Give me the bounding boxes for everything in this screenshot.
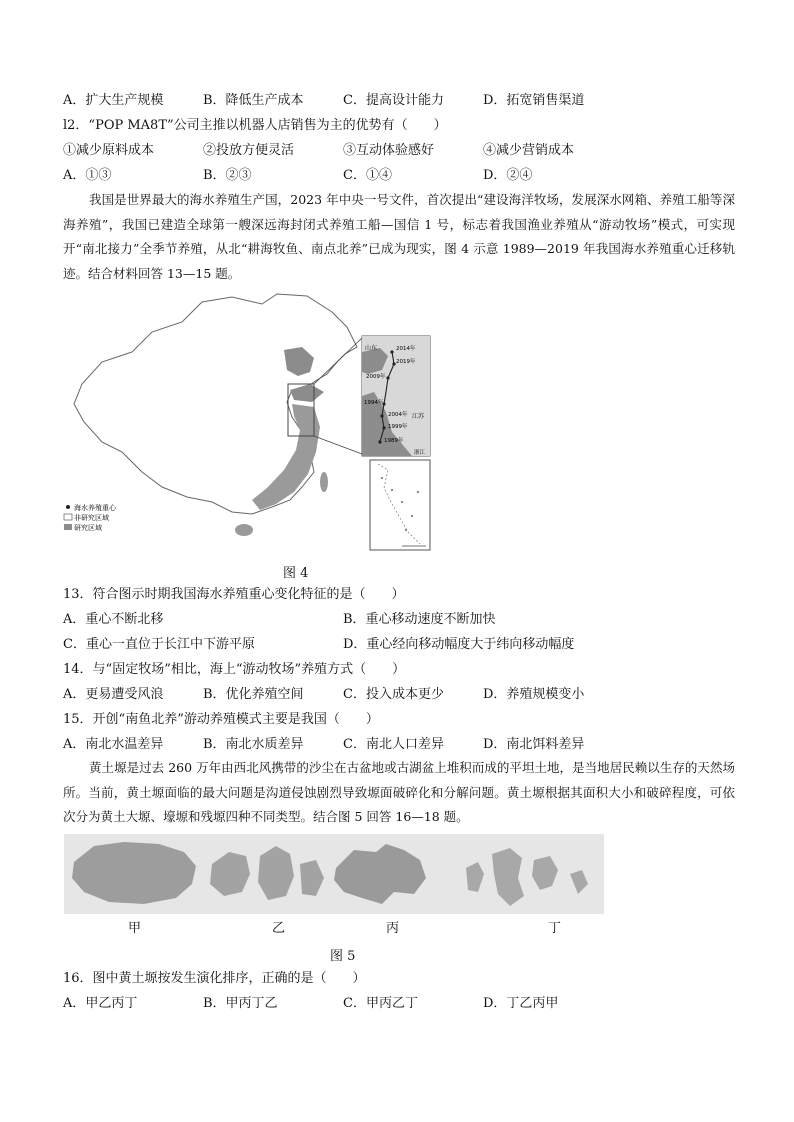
q12-option-d: D．②④ [483, 168, 533, 183]
q13-stem: 13．符合图示时期我国海水养殖重心变化特征的是（ ） [63, 587, 405, 602]
q13-option-a: A．重心不断北移 [63, 612, 164, 627]
q12-option-b: B．②③ [203, 168, 252, 183]
label-zhejiang: 浙江 [414, 450, 426, 456]
q12-option-a: A．①③ [63, 168, 112, 183]
label-jiangsu: 江苏 [412, 413, 425, 420]
q14-option-d: D．养殖规模变小 [483, 687, 585, 702]
year-2019: 2019年 [396, 359, 416, 365]
label-shandong: 山东 [365, 345, 378, 352]
loess-tableland-images [64, 834, 604, 914]
inset-south-china-sea [370, 460, 430, 550]
year-2009: 2009年 [366, 374, 386, 380]
fig5-label-bing: 丙 [386, 921, 400, 936]
figure-5-caption: 图 5 [330, 949, 356, 964]
taiwan-island [320, 472, 328, 492]
q15-option-d: D．南北饵料差异 [483, 737, 585, 752]
china-map [62, 292, 432, 554]
year-2004: 2004年 [388, 412, 408, 418]
year-1989: 1989年 [384, 438, 404, 444]
q11-option-b: B．降低生产成本 [203, 93, 304, 108]
q16-option-d: D．丁乙丙甲 [483, 996, 559, 1011]
q15-option-b: B．南北水质差异 [203, 737, 304, 752]
figure-4 [62, 292, 432, 554]
q11-option-a: A．扩大生产规模 [63, 93, 164, 108]
q11-option-d: D．拓宽销售渠道 [483, 93, 585, 108]
q12-item-2: ②投放方便灵活 [203, 143, 295, 158]
q14-option-b: B．优化养殖空间 [203, 687, 304, 702]
q11-option-c: C．提高设计能力 [343, 93, 444, 108]
q15-option-a: A．南北水温差异 [63, 737, 164, 752]
figure-5 [64, 834, 604, 914]
inset-trajectory-map [362, 336, 430, 456]
q14-option-a: A．更易遭受风浪 [63, 687, 164, 702]
q13-option-c: C．重心一直位于长江中下游平原 [63, 637, 255, 652]
q13-option-d: D．重心经向移动幅度大于纬向移动幅度 [343, 637, 575, 652]
q16-option-c: C．甲丙乙丁 [343, 996, 418, 1011]
q15-option-c: C．南北人口差异 [343, 737, 444, 752]
passage-sea-farming: 我国是世界最大的海水养殖生产国，2023 年中央一号文件，首次提出“建设海洋牧场，发展深水网箱、养殖工船等深海养殖”，我国已建造全球第一艘深远海封闭式养殖工船—国信 1 号，标志着我国渔业养殖从“游动牧场”模式，可实现开“南北接力”全季节养殖，从北“耕海牧鱼、南点北养”已成为现实，图 4 示意 1989—2019 年我国海水养殖重心迁移轨迹。结合材料回答 13—15 题。 [63, 192, 735, 281]
legend-non-study: 非研究区域 [74, 514, 109, 522]
q16-option-a: A．甲乙丙丁 [63, 996, 138, 1011]
china-outline [74, 294, 357, 514]
q13-option-b: B．重心移动速度不断加快 [343, 612, 496, 627]
figure-4-caption: 图 4 [283, 566, 309, 581]
legend-centroid: 海水养殖重心 [74, 504, 116, 512]
q14-stem: 14．与“固定牧场”相比，海上“游动牧场”养殖方式（ ） [63, 662, 406, 677]
q16-option-b: B．甲丙丁乙 [203, 996, 278, 1011]
q14-option-c: C．投入成本更少 [343, 687, 444, 702]
year-1999: 1999年 [388, 424, 408, 430]
fig5-label-yi: 乙 [272, 921, 286, 936]
q12-item-4: ④减少营销成本 [483, 143, 575, 158]
q12-item-3: ③互动体验感好 [343, 143, 435, 158]
fig5-label-ding: 丁 [548, 921, 562, 936]
q12-stem: l2．“POP MA8T”公司主推以机器人店销售为主的优势有（ ） [63, 118, 447, 133]
year-2014: 2014年 [396, 346, 416, 352]
legend-study: 研究区域 [74, 524, 102, 532]
q15-stem: 15．开创“南鱼北养”游动养殖模式主要是我国（ ） [63, 712, 379, 727]
map-legend [64, 503, 117, 532]
passage-loess-tableland: 黄土塬是过去 260 万年由西北风携带的沙尘在古盆地或古湖盆上堆积而成的平坦土地，是当地居民赖以生存的天然场所。当前，黄土塬面临的最大问题是沟道侵蚀剧烈导致塬面破碎化和分解问题。黄土塬根据其面积大小和破碎程度，可依次分为黄土大塬、壕塬和残塬四种不同类型。结合图 5 回答 16—18 题。 [63, 760, 735, 824]
q12-item-1: ①减少原料成本 [63, 143, 155, 158]
hainan-island [235, 524, 253, 536]
fig5-label-jia: 甲 [128, 921, 142, 936]
year-1994: 1994年 [364, 400, 384, 406]
q12-option-c: C．①④ [343, 168, 392, 183]
q16-stem: 16．图中黄土塬按发生演化排序，正确的是（ ） [63, 971, 366, 986]
